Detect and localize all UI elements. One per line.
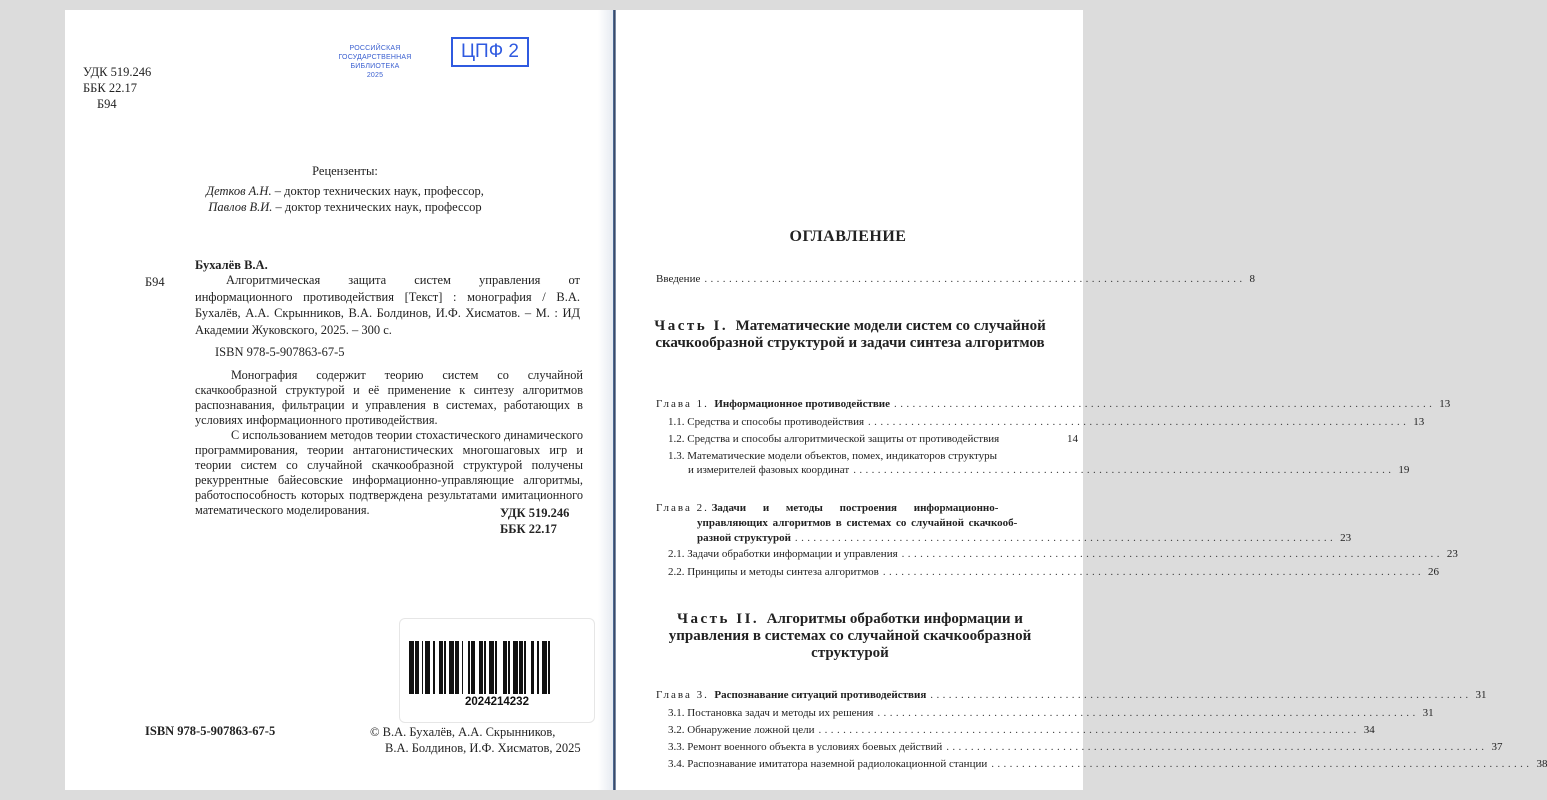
barcode-bar [444,641,446,694]
author-mark: Б94 [97,97,117,111]
barcode-bar [537,641,539,694]
reviewer [180,183,510,199]
toc-leader: ........................................................................................ [704,273,1246,285]
toc-leader: ........................................................................................ [868,416,1410,428]
isbn-bottom: ISBN 978-5-907863-67-5 [145,724,276,738]
toc-entry-section[interactable] [668,723,1375,737]
reviewers-block [180,163,510,215]
barcode-bar [455,641,458,694]
barcode-bar [503,641,506,694]
barcode-bar [531,641,534,694]
reviewer-desc: – доктор технических наук, профессор [272,200,482,214]
barcode-bar [449,641,454,694]
chapter-prefix: Глава 1. [656,398,709,410]
reviewer [180,199,510,215]
copyright [370,724,581,756]
barcode-bar [471,641,474,694]
stamp-line: ГОСУДАРСТВЕННАЯ [338,54,412,61]
reviewer-desc: – доктор технических наук, профессор, [271,184,484,198]
part-2-heading [640,611,1060,662]
chapter-prefix: Глава 2. [656,502,709,514]
toc-label: 3.1. Постановка задач и методы их решения [668,707,874,719]
barcode-bar [548,641,550,694]
barcode-bar [484,641,486,694]
part-prefix: Часть II. [677,611,760,627]
toc-leader: ........................................................................................ [882,566,1425,578]
barcode-bar [489,641,494,694]
toc-leader: ........................................................................................ [930,689,1472,701]
barcode-bar [425,641,430,694]
udk-code: УДК 519.246 [83,65,152,79]
cpf-stamp: ЦПФ 2 [451,37,529,67]
barcode-number: 2024214232 [465,696,529,708]
barcode-bar [479,641,482,694]
toc-leader: ........................................................................................ [853,464,1395,476]
toc-leader: ........................................................................................ [894,398,1436,410]
copyright-line: В.А. Болдинов, И.Ф. Хисматов, 2025 [385,741,581,755]
toc-entry-intro[interactable] [656,272,1256,286]
udk-code: УДК 519.246 [500,506,570,520]
toc-leader: ........................................................................................ [818,724,1360,736]
toc-label: 3.3. Ремонт военного объекта в условиях боевых действий [668,741,943,753]
barcode-bar [422,641,424,694]
toc-page: 26 [1428,566,1440,578]
barcode-bar [462,641,464,694]
author-mark-left: Б94 [145,275,165,289]
classification-codes-top [83,64,151,112]
abstract-paragraph: Монография содержит теорию систем со случайной скачкообразной структурой и её применение к синтезу алгоритмов распознавания, фильтрации и управления в системах, работающих в условиях информационного противодействия. [195,368,583,427]
toc-page: 13 [1413,416,1425,428]
toc-entry-section[interactable] [668,565,1440,579]
toc-label: 2.1. Задачи обработки информации и управления [668,548,898,560]
toc-label: Введение [656,273,701,285]
toc-label: и измерителей фазовых координат [688,464,850,476]
part-prefix: Часть I. [654,318,729,334]
toc-page: 19 [1398,464,1410,476]
book-spine [613,10,616,790]
toc-page: 13 [1439,398,1451,410]
part-1-heading [640,318,1060,352]
barcode-sticker [399,618,595,723]
toc-label: 2.2. Принципы и методы синтеза алгоритмов [668,566,879,578]
author-heading: Бухалёв В.А. [195,258,268,272]
toc-page: 31 [1422,707,1434,719]
toc-label: 1.1. Средства и способы противодействия [668,416,865,428]
toc-label: 3.4. Распознавание имитатора наземной радиолокационной станции [668,758,988,770]
barcode-bar [513,641,518,694]
stamp-line: РОССИЙСКАЯ [349,45,401,52]
chapter-title: разной структурой [697,532,791,544]
toc-leader: ........................................................................................ [794,532,1337,544]
barcode-bar [409,641,414,694]
toc-page: 14 [1067,433,1078,445]
toc-entry-chapter-2-line2: управляющих алгоритмов в системах со случайной скачкооб- [697,517,1018,529]
chapter-title: Задачи и методы построения информационно- [711,502,999,514]
toc-entry-section[interactable] [668,432,1078,446]
spine-shadow [598,10,613,790]
reviewer-name: Детков А.Н. [206,184,272,198]
toc-page: 31 [1475,689,1487,701]
barcode-bar [508,641,510,694]
toc-entry-section[interactable] [668,757,1547,771]
barcode-bar [495,641,497,694]
toc-title: ОГЛАВЛЕНИЕ [789,228,907,245]
toc-entry-section-line1[interactable]: 1.3. Математические модели объектов, помех, индикаторов структуры [668,450,998,462]
isbn: ISBN 978-5-907863-67-5 [215,345,345,359]
reviewers-title: Рецензенты: [312,164,378,178]
toc-entry-chapter-1[interactable] [656,397,1451,411]
barcode-bar [433,641,435,694]
toc-leader: ........................................................................................ [991,758,1533,770]
chapter-prefix: Глава 3. [656,689,709,701]
toc-page: 34 [1363,724,1375,736]
part-title: Алгоритмы обработки информации и управления в системах со случайной скачкообразной структурой [668,611,1032,661]
toc-entry-section[interactable] [668,415,1425,429]
barcode-bar [415,641,418,694]
toc-leader: ........................................................................................ [946,741,1488,753]
abstract [195,368,583,518]
bbk-code: ББК 22.17 [83,81,137,95]
chapter-title: Распознавание ситуаций противодействия [714,689,927,701]
barcode [409,641,586,694]
toc-leader: ........................................................................................ [877,707,1419,719]
toc-page: 23 [1446,548,1458,560]
toc-label: 3.2. Обнаружение ложной цели [668,724,815,736]
barcode-bar [524,641,526,694]
barcode-bar [542,641,547,694]
barcode-bar [439,641,442,694]
copyright-line: © В.А. Бухалёв, А.А. Скрынников, [370,725,556,739]
toc-label: 1.2. Средства и способы алгоритмической защиты от противодействия [668,433,1000,445]
toc-page: 8 [1249,273,1256,285]
toc-page: 38 [1536,758,1547,770]
bbk-code: ББК 22.17 [500,522,557,536]
part-title: Математические модели систем со случайной скачкообразной структурой и задачи синтеза алгоритмов [655,318,1046,351]
barcode-bar [468,641,470,694]
toc-leader: ........................................................................................ [901,548,1443,560]
toc-entry-section[interactable] [668,547,1458,561]
toc-page: 23 [1340,532,1352,544]
toc-entry-section[interactable] [668,706,1434,720]
bibliographic-record: Алгоритмическая защита систем управления от информационного противодействия [Текст] : монография / В.А. Бухалёв, А.А. Скрынников, В.А. Болдинов, И.Ф. Хисматов. – М. : ИД Академии Жуковского, 2025. – 300 с. [195,273,580,337]
toc-entry-chapter-2-line1[interactable] [656,501,998,516]
library-stamp [320,44,430,80]
chapter-title: Информационное противодействие [714,398,891,410]
stamp-line: 2025 [366,72,384,79]
toc-entry-chapter-3[interactable] [656,688,1487,702]
abstract-paragraph: С использованием методов теории стохастического динамического программирования, теории антагонистических многошаговых игр и теории систем со случайной скачкообразной структурой получены рекуррентные байесовские информационно-управляющие алгоритмы, работоспособность которых подтверждена результатами имитационного математического моделирования. [195,428,583,517]
classification-codes-bottom [500,505,569,537]
toc-entry-section[interactable] [688,463,1410,477]
barcode-bar [519,641,522,694]
reviewer-name: Павлов В.И. [208,200,273,214]
toc-entry-chapter-2[interactable] [697,531,1352,545]
toc-page: 37 [1491,741,1503,753]
toc-entry-section[interactable] [668,740,1503,754]
stamp-line: БИБЛИОТЕКА [350,63,400,70]
